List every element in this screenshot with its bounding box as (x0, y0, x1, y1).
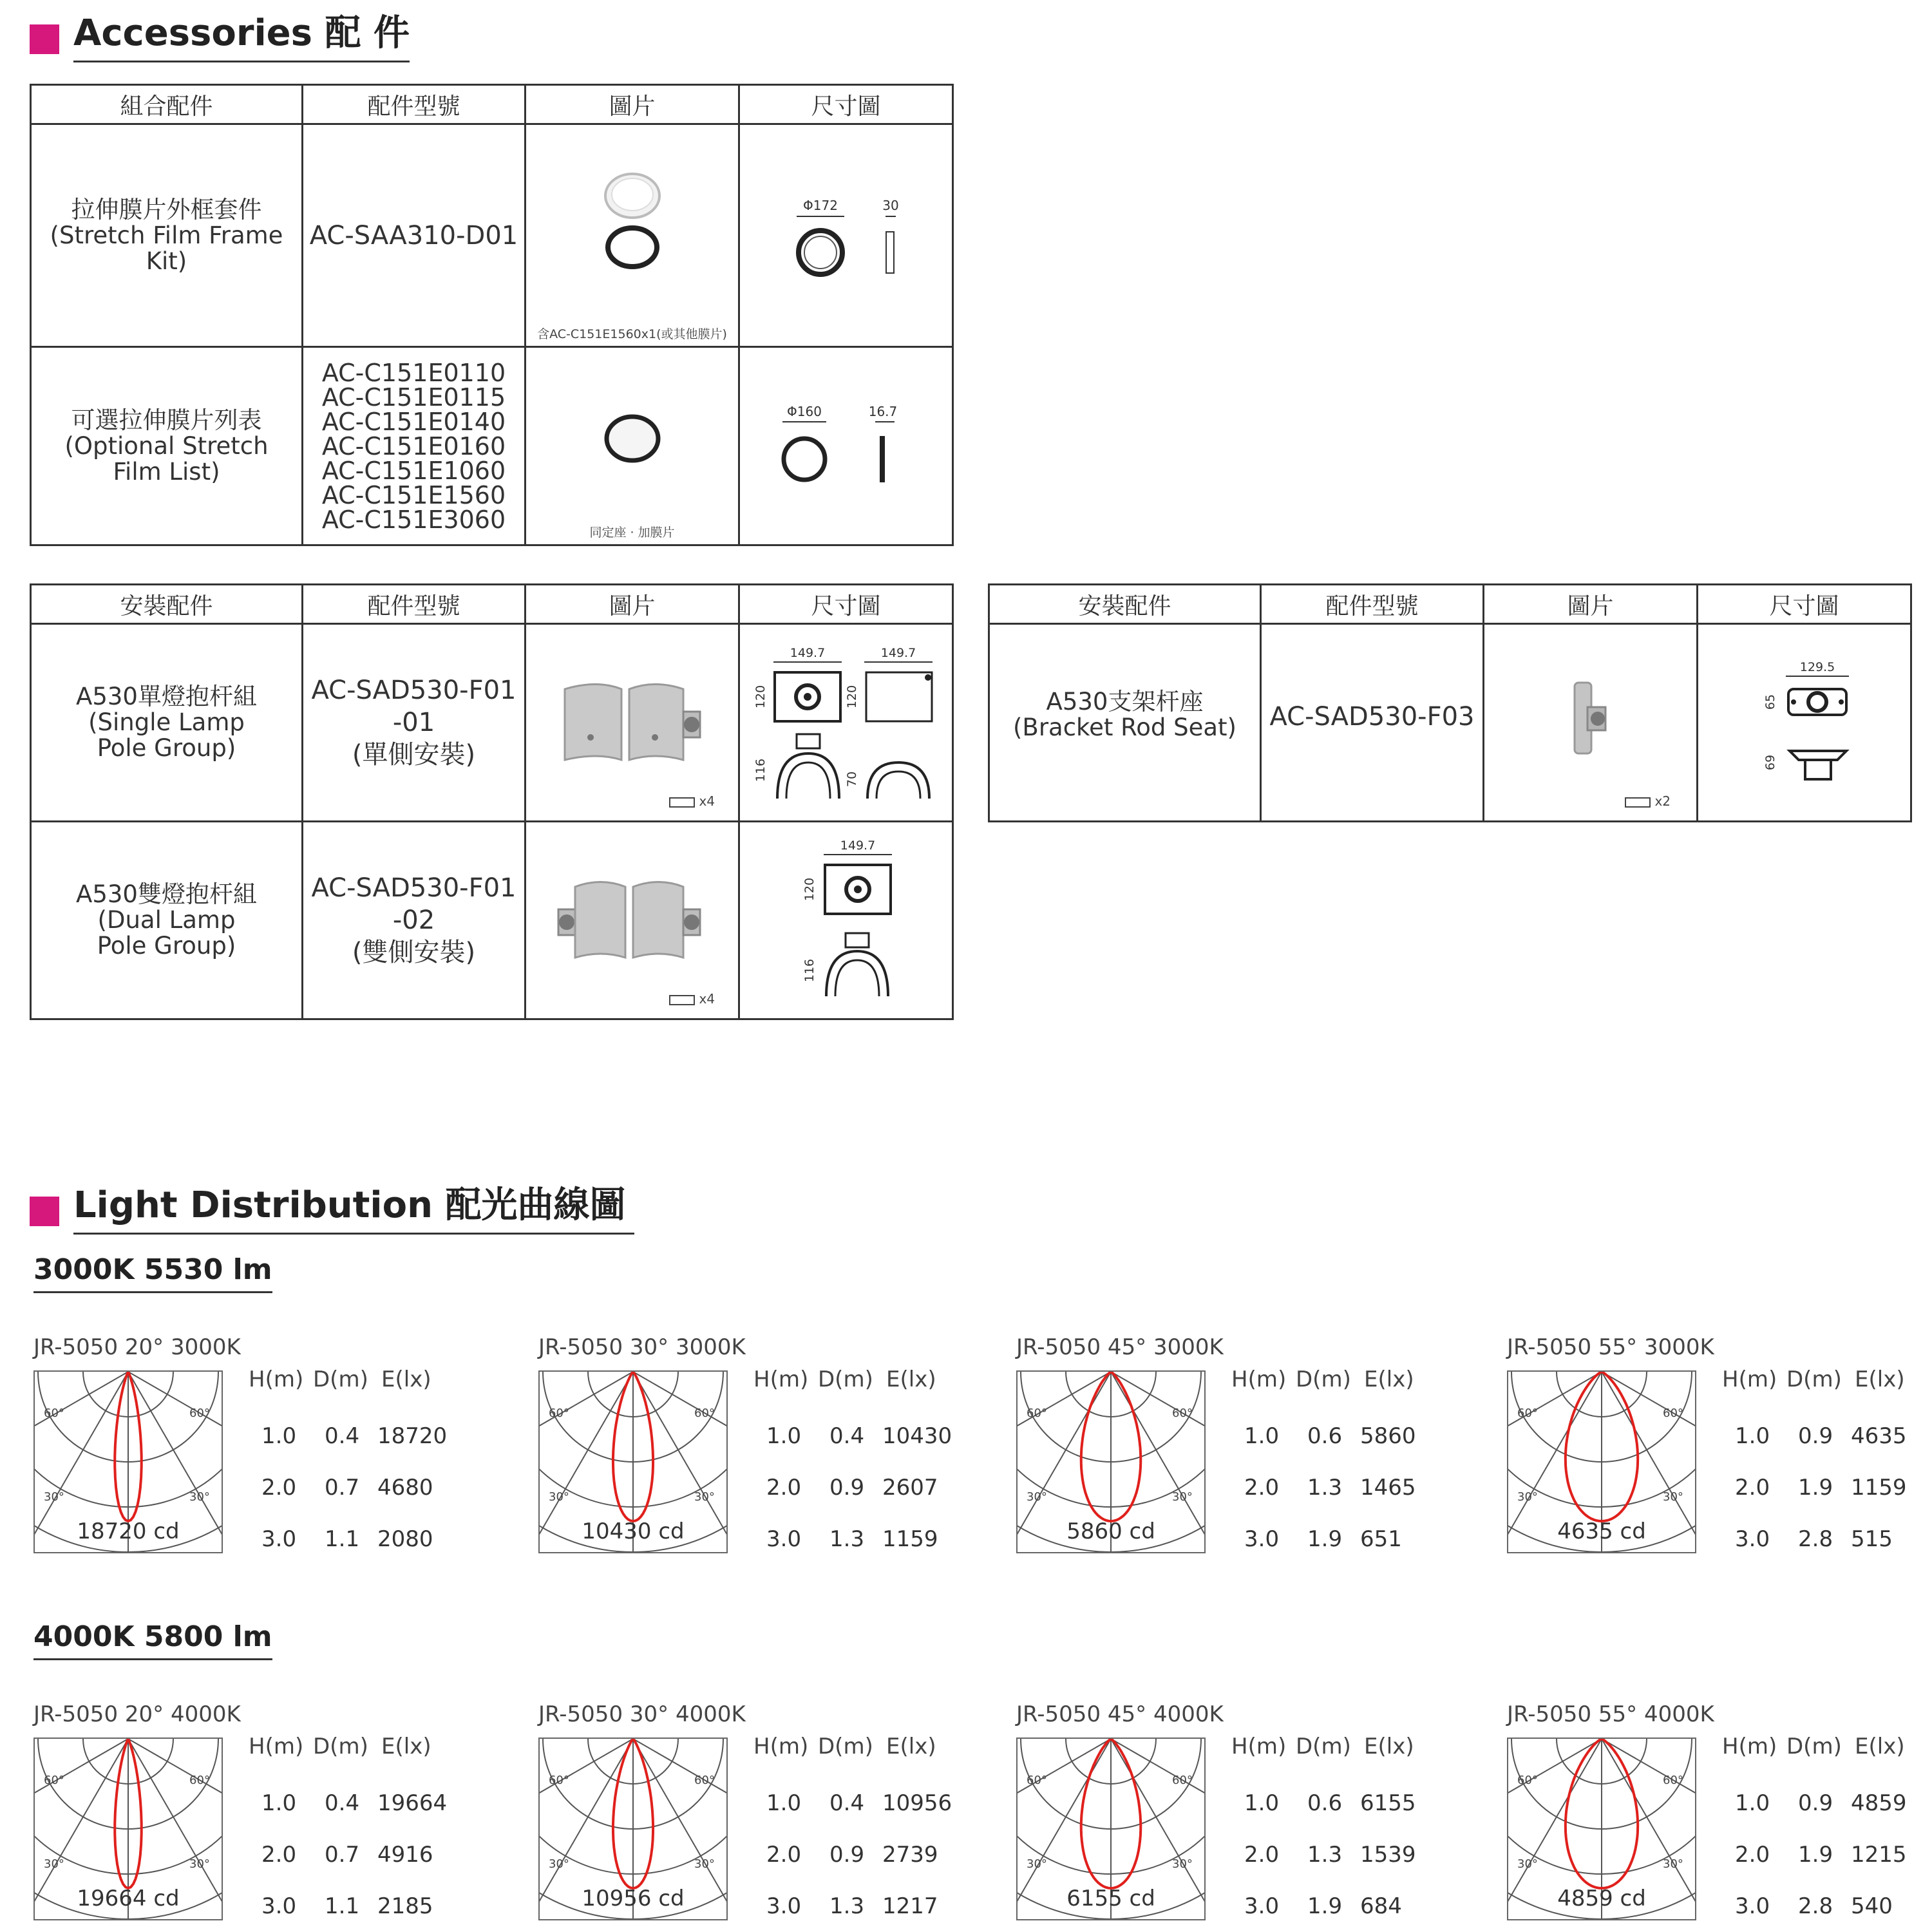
distance-value: 1.9 (1307, 1893, 1343, 1919)
illuminance-value: 10956 (882, 1790, 952, 1816)
dual-pole-clamp-image (526, 822, 739, 1016)
header-illuminance: E(lx) (1364, 1734, 1414, 1759)
header-distance: D(m) (1786, 1734, 1842, 1759)
accessory-image (526, 124, 739, 347)
polar-grid-ray (540, 1372, 633, 1507)
header-distance: D(m) (1296, 1367, 1351, 1392)
model-item: AC-C151E0140 (321, 407, 506, 436)
angle-label: 30° (1517, 1857, 1538, 1871)
chart-title: JR-5050 55° 3000K (1507, 1334, 1714, 1360)
frame-kit-dimension (740, 138, 952, 331)
header-distance: D(m) (313, 1367, 368, 1392)
dim-width-1: 149.7 (840, 838, 876, 853)
height-value: 2.0 (1244, 1475, 1280, 1501)
angle-label: 60° (694, 1406, 715, 1420)
accessories-section-title (30, 12, 410, 62)
bracket-accessories-table (988, 583, 1912, 822)
accessory-dimension (739, 624, 953, 822)
section-marker (30, 24, 59, 54)
single-pole-clamp-image (526, 625, 739, 818)
name-cn: 拉伸膜片外框套件 (71, 195, 262, 223)
stretch-film-dimension (740, 355, 952, 535)
header-height: H(m) (753, 1367, 809, 1392)
illuminance-value: 4916 (377, 1842, 433, 1868)
candela-label: 19664 cd (77, 1886, 180, 1911)
header-height: H(m) (753, 1734, 809, 1759)
illuminance-value: 684 (1360, 1893, 1402, 1919)
angle-label: 60° (549, 1774, 569, 1787)
name-en-2: Pole Group) (97, 932, 236, 960)
header-illuminance: E(lx) (886, 1367, 936, 1392)
height-value: 1.0 (1735, 1790, 1770, 1816)
distance-value: 1.3 (829, 1526, 865, 1552)
distance-value: 0.6 (1307, 1790, 1343, 1816)
light-distribution-title: Light Distribution 配光曲線圖 (73, 1188, 634, 1235)
header-illuminance: E(lx) (381, 1367, 431, 1392)
height-value: 3.0 (261, 1526, 297, 1552)
col-header-model: 配件型號 (303, 585, 526, 624)
polar-grid-ray (1602, 1372, 1695, 1507)
height-value: 2.0 (766, 1475, 802, 1501)
dim-height-1: 120 (802, 877, 817, 902)
accessory-name (31, 347, 303, 545)
polar-grid-ray (540, 1739, 633, 1874)
polar-grid-ray (1508, 1739, 1602, 1874)
accessory-name (31, 124, 303, 347)
candela-label: 4635 cd (1557, 1519, 1646, 1544)
col-header-dimension: 尺寸圖 (1698, 585, 1911, 624)
illuminance-value: 2607 (882, 1475, 938, 1501)
accessory-image (1484, 624, 1698, 822)
distance-value: 0.4 (829, 1423, 865, 1449)
table-row (31, 124, 953, 347)
height-value: 1.0 (1244, 1790, 1280, 1816)
candela-label: 6155 cd (1066, 1886, 1155, 1911)
chart-title: JR-5050 20° 3000K (33, 1334, 241, 1360)
height-value: 3.0 (261, 1893, 297, 1919)
angle-label: 30° (1027, 1857, 1047, 1871)
model-item: AC-C151E0160 (321, 431, 506, 460)
image-note: 含AC-C151E1560x1(或其他膜片) (537, 327, 727, 341)
candela-label: 18720 cd (77, 1519, 180, 1544)
angle-label: 60° (1172, 1774, 1193, 1787)
distance-value: 0.4 (829, 1790, 865, 1816)
col-header-image: 圖片 (526, 85, 739, 124)
dim-width: 129.5 (1799, 660, 1835, 674)
distribution-group-label: 4000K 5800 lm (33, 1620, 272, 1660)
illuminance-value: 540 (1851, 1893, 1893, 1919)
angle-label: 30° (549, 1490, 569, 1504)
distance-value: 0.4 (325, 1423, 360, 1449)
name-en-2: Film List) (113, 457, 220, 486)
model-line: (單側安裝) (352, 740, 476, 770)
distance-value: 1.1 (325, 1893, 360, 1919)
name-cn: A530雙燈抱杆組 (76, 880, 257, 908)
distance-value: 1.3 (1307, 1475, 1343, 1501)
illuminance-value: 2185 (377, 1893, 433, 1919)
accessory-model (303, 822, 526, 1019)
height-value: 1.0 (766, 1790, 802, 1816)
illuminance-value: 2080 (377, 1526, 433, 1552)
distance-value: 0.9 (829, 1842, 865, 1868)
model-line: AC-SAD530-F01 (311, 873, 516, 903)
dim-diameter: Φ172 (803, 197, 838, 213)
table-row (989, 624, 1911, 822)
frame-kit-image (526, 138, 739, 331)
combination-accessories-table (30, 84, 954, 546)
image-note: 同定座 · 加膜片 (589, 526, 675, 540)
illuminance-value: 18720 (377, 1423, 448, 1449)
height-value: 2.0 (766, 1842, 802, 1868)
screw-count: x4 (669, 991, 715, 1007)
illuminance-value: 4680 (377, 1475, 433, 1501)
distance-value: 2.8 (1798, 1526, 1833, 1552)
chart-title: JR-5050 30° 4000K (538, 1701, 746, 1727)
angle-label: 30° (1663, 1490, 1683, 1504)
distance-value: 0.9 (829, 1475, 865, 1501)
header-distance: D(m) (1786, 1367, 1842, 1392)
bracket-seat-image (1484, 625, 1697, 818)
polar-grid-ray (128, 1372, 222, 1507)
angle-label: 30° (1517, 1490, 1538, 1504)
accessory-dimension (739, 347, 953, 545)
dim-thickness: 30 (882, 197, 899, 213)
height-value: 1.0 (766, 1423, 802, 1449)
dim-height-3: 116 (802, 958, 817, 983)
angle-label: 30° (1663, 1857, 1683, 1871)
dim-diameter: Φ160 (787, 403, 822, 419)
col-header-image: 圖片 (526, 585, 739, 624)
accessory-image (526, 347, 739, 545)
angle-label: 30° (694, 1857, 715, 1871)
model-line: -01 (392, 708, 435, 737)
name-en: (Bracket Rod Seat) (1013, 714, 1236, 741)
chart-title: JR-5050 30° 3000K (538, 1334, 746, 1360)
illuminance-value: 515 (1851, 1526, 1893, 1552)
accessory-model-list (303, 347, 526, 545)
header-height: H(m) (249, 1367, 304, 1392)
table-row (31, 347, 953, 545)
height-value: 3.0 (1735, 1526, 1770, 1552)
model-line: AC-SAD530-F01 (311, 676, 516, 705)
col-header-image: 圖片 (1484, 585, 1698, 624)
illuminance-value: 4635 (1851, 1423, 1907, 1449)
dim-height-4: 70 (845, 771, 859, 788)
polar-grid-ray (35, 1372, 128, 1507)
header-illuminance: E(lx) (886, 1734, 936, 1759)
distance-value: 1.3 (829, 1893, 865, 1919)
chart-title: JR-5050 55° 4000K (1507, 1701, 1714, 1727)
col-header-model: 配件型號 (1261, 585, 1484, 624)
height-value: 1.0 (261, 1423, 297, 1449)
angle-label: 30° (44, 1857, 64, 1871)
distance-value: 0.7 (325, 1475, 360, 1501)
height-value: 3.0 (1735, 1893, 1770, 1919)
chart-title: JR-5050 20° 4000K (33, 1701, 241, 1727)
angle-label: 60° (1663, 1774, 1683, 1787)
illuminance-value: 5860 (1360, 1423, 1416, 1449)
header-height: H(m) (249, 1734, 304, 1759)
stretch-film-image (526, 355, 739, 535)
polar-grid-ray (1508, 1372, 1602, 1507)
header-illuminance: E(lx) (1855, 1734, 1905, 1759)
polar-grid-ray (35, 1739, 128, 1874)
model-item: AC-C151E0115 (321, 383, 506, 412)
dim-height-1: 65 (1763, 694, 1777, 710)
polar-grid-ray (633, 1372, 726, 1507)
installation-accessories-table (30, 583, 954, 1020)
col-header-combo: 組合配件 (31, 85, 303, 124)
name-en: (Dual Lamp (97, 906, 236, 934)
height-value: 3.0 (1244, 1526, 1280, 1552)
name-en: (Optional Stretch (64, 431, 269, 460)
header-height: H(m) (1231, 1367, 1287, 1392)
light-distribution-section-title (30, 1184, 634, 1235)
accessory-model: AC-SAA310-D01 (303, 124, 526, 347)
col-header-model: 配件型號 (303, 85, 526, 124)
height-value: 3.0 (766, 1893, 802, 1919)
distance-value: 2.8 (1798, 1893, 1833, 1919)
illuminance-value: 1159 (1851, 1475, 1907, 1501)
dim-thickness: 16.7 (868, 403, 898, 419)
polar-chart (33, 1370, 223, 1553)
height-value: 2.0 (1735, 1475, 1770, 1501)
header-illuminance: E(lx) (1855, 1367, 1905, 1392)
header-distance: D(m) (818, 1734, 873, 1759)
illuminance-value: 1159 (882, 1526, 938, 1552)
angle-label: 60° (1172, 1406, 1193, 1420)
header-distance: D(m) (313, 1734, 368, 1759)
name-en: (Single Lamp (88, 708, 245, 736)
header-illuminance: E(lx) (1364, 1367, 1414, 1392)
illuminance-value: 2739 (882, 1842, 938, 1868)
angle-label: 30° (189, 1490, 210, 1504)
header-height: H(m) (1722, 1367, 1777, 1392)
angle-label: 60° (549, 1406, 569, 1420)
height-value: 2.0 (261, 1475, 297, 1501)
polar-chart (538, 1370, 728, 1553)
distance-value: 0.6 (1307, 1423, 1343, 1449)
angle-label: 30° (694, 1490, 715, 1504)
distance-value: 0.4 (325, 1790, 360, 1816)
height-value: 3.0 (1244, 1893, 1280, 1919)
illuminance-value: 1465 (1360, 1475, 1416, 1501)
accessory-image (526, 822, 739, 1019)
illuminance-value: 19664 (377, 1790, 448, 1816)
single-pole-clamp-dimension (740, 625, 952, 818)
angle-label: 60° (1663, 1406, 1683, 1420)
polar-grid-ray (1602, 1739, 1695, 1874)
header-distance: D(m) (818, 1367, 873, 1392)
distance-value: 1.9 (1307, 1526, 1343, 1552)
distance-value: 1.9 (1798, 1842, 1833, 1868)
col-header-dimension: 尺寸圖 (739, 85, 953, 124)
distance-value: 1.9 (1798, 1475, 1833, 1501)
dim-width-2: 149.7 (880, 646, 916, 660)
angle-label: 30° (1172, 1490, 1193, 1504)
accessory-dimension (739, 822, 953, 1019)
accessory-dimension (1698, 624, 1911, 822)
header-height: H(m) (1722, 1734, 1777, 1759)
angle-label: 30° (1172, 1857, 1193, 1871)
height-value: 1.0 (1244, 1423, 1280, 1449)
dim-width-1: 149.7 (790, 646, 826, 660)
height-value: 2.0 (1244, 1842, 1280, 1868)
angle-label: 60° (44, 1774, 64, 1787)
dim-height-2: 69 (1763, 754, 1777, 771)
polar-chart (1016, 1370, 1206, 1553)
candela-label: 10430 cd (582, 1519, 685, 1544)
distance-value: 0.9 (1798, 1790, 1833, 1816)
distance-value: 0.9 (1798, 1423, 1833, 1449)
polar-chart (1016, 1738, 1206, 1920)
screw-count: x2 (1625, 793, 1671, 809)
polar-grid-ray (633, 1739, 726, 1874)
height-value: 1.0 (1735, 1423, 1770, 1449)
screw-count: x4 (669, 793, 715, 809)
height-value: 2.0 (1735, 1842, 1770, 1868)
polar-chart (1507, 1370, 1696, 1553)
dim-height-3: 116 (753, 758, 768, 782)
col-header-install: 安裝配件 (989, 585, 1261, 624)
model-line: -02 (392, 905, 435, 935)
polar-chart (33, 1738, 223, 1920)
distance-value: 0.7 (325, 1842, 360, 1868)
section-marker (30, 1197, 59, 1226)
angle-label: 60° (694, 1774, 715, 1787)
polar-grid-ray (128, 1739, 222, 1874)
name-cn: A530單燈抱杆組 (76, 683, 257, 710)
accessory-name (31, 822, 303, 1019)
angle-label: 30° (189, 1857, 210, 1871)
accessory-name (989, 624, 1261, 822)
model-item: AC-C151E0110 (321, 358, 506, 387)
accessory-model (303, 624, 526, 822)
angle-label: 60° (1027, 1774, 1047, 1787)
height-value: 3.0 (766, 1526, 802, 1552)
angle-label: 60° (1517, 1406, 1538, 1420)
model-line: (雙側安裝) (352, 938, 476, 967)
height-value: 1.0 (261, 1790, 297, 1816)
candela-label: 5860 cd (1066, 1519, 1155, 1544)
angle-label: 60° (189, 1406, 210, 1420)
height-value: 2.0 (261, 1842, 297, 1868)
angle-label: 30° (1027, 1490, 1047, 1504)
illuminance-value: 6155 (1360, 1790, 1416, 1816)
angle-label: 60° (1027, 1406, 1047, 1420)
polar-chart (538, 1738, 728, 1920)
polar-chart (1507, 1738, 1696, 1920)
distance-value: 1.1 (325, 1526, 360, 1552)
candela-label: 4859 cd (1557, 1886, 1646, 1911)
name-cn: A530支架杆座 (1046, 688, 1204, 715)
dim-height-1: 120 (753, 685, 768, 709)
accessory-dimension (739, 124, 953, 347)
accessory-model: AC-SAD530-F03 (1261, 624, 1484, 822)
illuminance-value: 651 (1360, 1526, 1402, 1552)
dual-pole-clamp-dimension (740, 822, 952, 1016)
col-header-dimension: 尺寸圖 (739, 585, 953, 624)
distance-value: 1.3 (1307, 1842, 1343, 1868)
angle-label: 60° (1517, 1774, 1538, 1787)
model-item: AC-C151E1060 (321, 456, 506, 485)
illuminance-value: 1539 (1360, 1842, 1416, 1868)
model-item: AC-C151E3060 (321, 505, 506, 534)
name-en-2: Pole Group) (97, 734, 236, 762)
illuminance-value: 1215 (1851, 1842, 1907, 1868)
distribution-group-label: 3000K 5530 lm (33, 1253, 272, 1293)
name-en: (Stretch Film Frame Kit) (50, 221, 283, 275)
angle-label: 30° (44, 1490, 64, 1504)
chart-title: JR-5050 45° 3000K (1016, 1334, 1224, 1360)
accessories-title: Accessories 配 件 (73, 15, 410, 62)
candela-label: 10956 cd (582, 1886, 685, 1911)
accessory-image (526, 624, 739, 822)
accessory-name (31, 624, 303, 822)
table-row (31, 624, 953, 822)
chart-title: JR-5050 45° 4000K (1016, 1701, 1224, 1727)
name-cn: 可選拉伸膜片列表 (71, 406, 262, 434)
model-item: AC-C151E1560 (321, 480, 506, 509)
illuminance-value: 10430 (882, 1423, 952, 1449)
angle-label: 60° (44, 1406, 64, 1420)
illuminance-value: 1217 (882, 1893, 938, 1919)
angle-label: 60° (189, 1774, 210, 1787)
header-height: H(m) (1231, 1734, 1287, 1759)
table-row (31, 822, 953, 1019)
col-header-install: 安裝配件 (31, 585, 303, 624)
header-illuminance: E(lx) (381, 1734, 431, 1759)
angle-label: 30° (549, 1857, 569, 1871)
illuminance-value: 4859 (1851, 1790, 1907, 1816)
bracket-seat-dimension (1698, 625, 1911, 818)
header-distance: D(m) (1296, 1734, 1351, 1759)
dim-height-2: 120 (845, 685, 859, 709)
